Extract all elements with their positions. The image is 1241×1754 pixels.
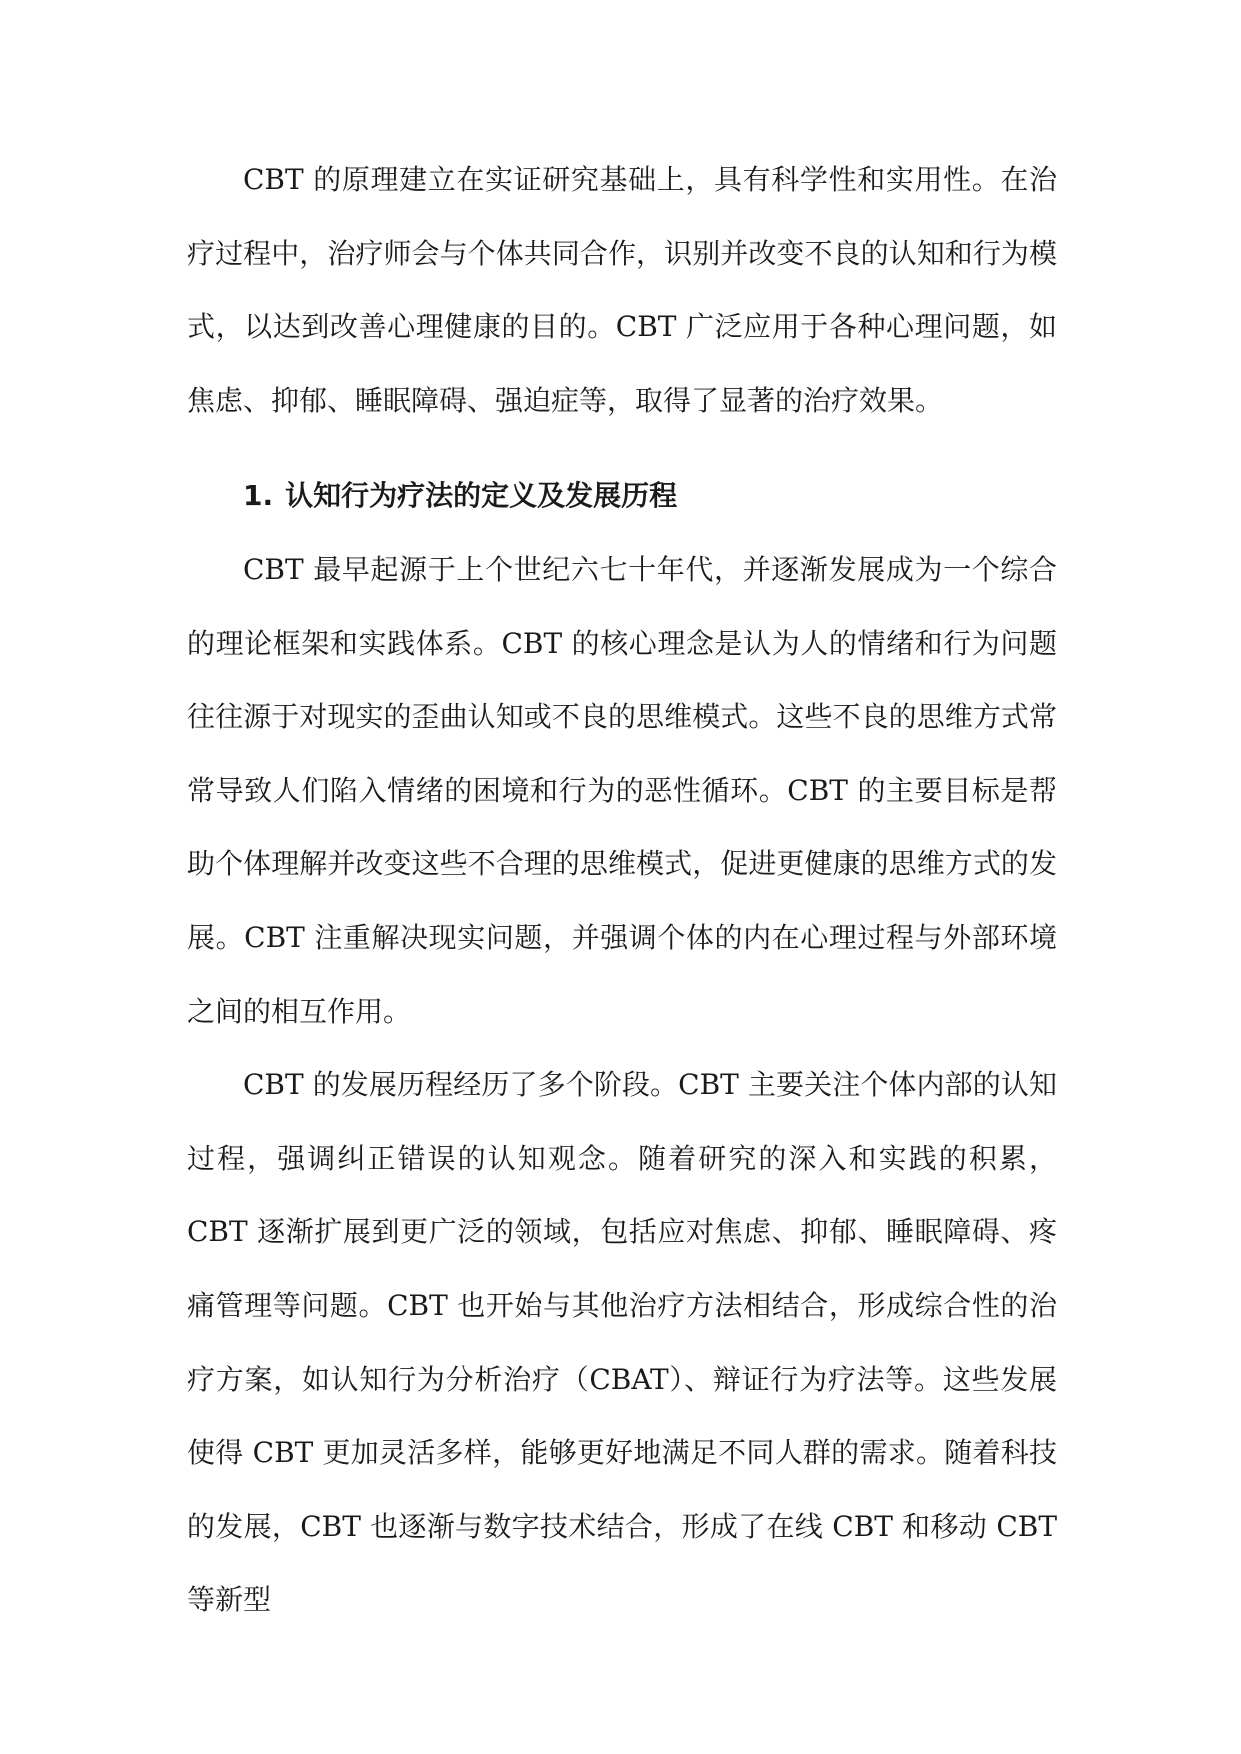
intro-paragraph: CBT 的原理建立在实证研究基础上，具有科学性和实用性。在治疗过程中，治疗师会与个体共同合作，识别并改变不良的认知和行为模式，以达到改善心理健康的目的。CBT 广泛应用于各种心理问题，如焦虑、抑郁、睡眠障碍、强迫症等，取得了显著的治疗效果。 (187, 163, 1057, 417)
section-paragraph-1: CBT 最早起源于上个世纪六七十年代，并逐渐发展成为一个综合的理论框架和实践体系。CBT 的核心理念是认为人的情绪和行为问题往往源于对现实的歪曲认知或不良的思维模式。这些不良的思维方式常常导致人们陷入情绪的困境和行为的恶性循环。CBT 的主要目标是帮助个体理解并改变这些不合理的思维模式，促进更健康的思维方式的发展。CBT 注重解决现实问题，并强调个体的内在心理过程与外部环境之间的相互作用。 (187, 552, 1057, 1028)
section-paragraph-2: CBT 的发展历程经历了多个阶段。CBT 主要关注个体内部的认知过程，强调纠正错误的认知观念。随着研究的深入和实践的积累，CBT 逐渐扩展到更广泛的领域，包括应对焦虑、抑郁、睡眠障碍、疼痛管理等问题。CBT 也开始与其他治疗方法相结合，形成综合性的治疗方案，如认知行为分析治疗（CBAT）、辩证行为疗法等。这些发展使得 CBT 更加灵活多样，能够更好地满足不同人群的需求。随着科技的发展，CBT 也逐渐与数字技术结合，形成了在线 CBT 和移动 CBT 等新型 (187, 1068, 1057, 1617)
section-title: 认知行为疗法的定义及发展历程 (285, 479, 678, 513)
document-body (187, 143, 1057, 1637)
section-heading (187, 459, 1057, 533)
section-number: 1. (243, 479, 274, 513)
